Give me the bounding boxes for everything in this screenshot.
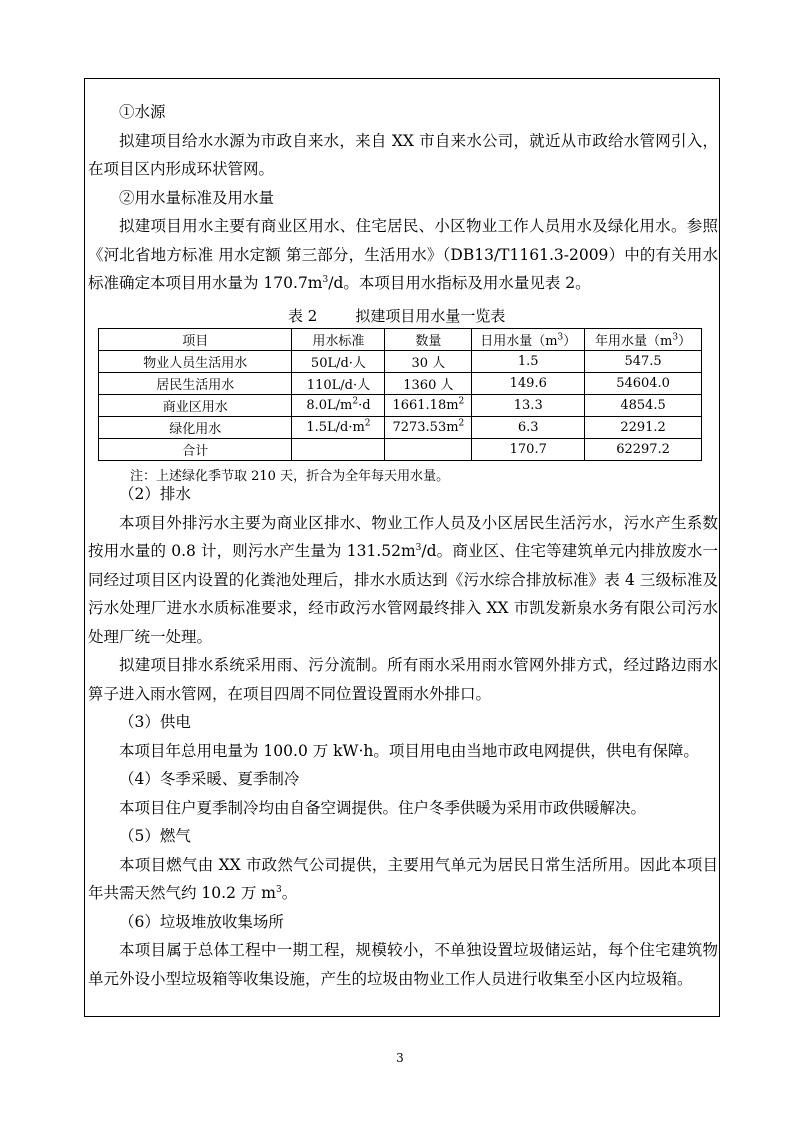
- water-usage-table: [98, 328, 702, 461]
- water-source-heading: ①水源: [119, 103, 166, 121]
- cell: $1661.18m^2$: [385, 395, 472, 417]
- cell: 149.6: [472, 373, 585, 395]
- header-daily: 日用水量$(m^3)$: [472, 329, 585, 351]
- garbage-text: 本项目属于总体工程中一期工程，规模较小，不单独设置垃圾储运站，每个住宅建筑物单元外设小型垃圾箱等收集设施，产生的垃圾由物业工作人员进行收集至小区内垃圾箱。: [88, 941, 718, 988]
- cell: 合计: [99, 439, 292, 461]
- water-standard-text: 拟建项目用水主要有商业区用水、住宅居民、小区物业工作人员用水及绿化用水。参照《河北省地方标准 用水定额 第三部分，生活用水》（DB13/T1161.3-2009）中的有关用水标准确定本项目用水量为 $170.7m^3/d$。本项目用水指标及用水量见表 2。: [88, 217, 718, 292]
- cell: [292, 439, 385, 461]
- upper-content: [88, 98, 718, 298]
- water-source-text: 拟建项目给水水源为市政自来水，来自 XX 市自来水公司，就近从市政给水管网引入，在项目区内形成环状管网。: [88, 131, 718, 178]
- header-item: 项目: [99, 329, 292, 351]
- garbage-heading: （6）垃圾堆放收集场所: [119, 912, 284, 931]
- cell: 绿化用水: [99, 417, 292, 439]
- table-caption: [288, 305, 505, 326]
- hvac-heading: （4）冬季采暖、夏季制冷: [119, 770, 300, 788]
- cell: 62297.2: [585, 439, 702, 461]
- cell: 1360 人: [385, 373, 472, 395]
- table-caption-title: 拟建项目用水量一览表: [355, 307, 506, 325]
- cell: 50L/d·人: [292, 351, 385, 373]
- cell: 4854.5: [585, 395, 702, 417]
- header-quantity: 数量: [385, 329, 472, 351]
- cell: 6.3: [472, 417, 585, 439]
- cell: 170.7: [472, 439, 585, 461]
- cell: 13.3: [472, 395, 585, 417]
- cell: $7273.53m^2$: [385, 417, 472, 439]
- table-row: [99, 373, 702, 395]
- drainage-text-1: 本项目外排污水主要为商业区排水、物业工作人员及小区居民生活污水，污水产生系数按用水量的 0.8 计，则污水产生量为 $131.52m^3/d$。商业区、住宅等建筑单元内排放废水一同经过项目区内设置的化粪池处理后，排水水质达到《污水综合排放标准》表 4 三级标准及污水处理厂进水水质标准要求，经市政污水管网最终排入 XX 市凯发新泉水务有限公司污水处理厂统一处理。: [88, 513, 718, 646]
- page-number: 3: [396, 1051, 404, 1065]
- cell: 110L/d·人: [292, 373, 385, 395]
- power-heading: （3）供电: [119, 713, 191, 731]
- header-annual: 年用水量$(m^3)$: [585, 329, 702, 351]
- table-caption-number: 表 2: [288, 307, 318, 325]
- table-note: 注：上述绿化季节取 210 天，折合为全年每天用水量。: [130, 469, 450, 484]
- table-header-row: [99, 329, 702, 351]
- cell: 54604.0: [585, 373, 702, 395]
- cell: 居民生活用水: [99, 373, 292, 395]
- cell: $8.0L/m^2\cdot d$: [292, 395, 385, 417]
- cell: 1.5: [472, 351, 585, 373]
- cell: 30 人: [385, 351, 472, 373]
- cell: 商业区用水: [99, 395, 292, 417]
- table-row: [99, 417, 702, 439]
- drainage-heading: （2）排水: [119, 485, 191, 503]
- gas-heading: （5）燃气: [119, 827, 191, 845]
- cell: 2291.2: [585, 417, 702, 439]
- gas-text: 本项目燃气由 XX 市政然气公司提供，主要用气单元为居民日常生活所用。因此本项目年共需天然气约 10.2 万 $m^3$。: [88, 855, 718, 902]
- table-row: [99, 395, 702, 417]
- cell: 547.5: [585, 351, 702, 373]
- header-standard: 用水标准: [292, 329, 385, 351]
- cell: $1.5L/d\cdot m^2$: [292, 417, 385, 439]
- cell: 物业人员生活用水: [99, 351, 292, 373]
- water-standard-heading: ②用水量标准及用水量: [119, 188, 275, 207]
- table-row: [99, 351, 702, 373]
- lower-content: [88, 480, 718, 993]
- power-text: 本项目年总用电量为 100.0 万 kW·h。项目用电由当地市政电网提供，供电有保障。: [119, 741, 699, 760]
- drainage-text-2: 拟建项目排水系统采用雨、污分流制。所有雨水采用雨水管网外排方式，经过路边雨水箅子进入雨水管网，在项目四周不同位置设置雨水外排口。: [88, 656, 718, 703]
- cell: [385, 439, 472, 461]
- table-total-row: [99, 439, 702, 461]
- hvac-text: 本项目住户夏季制冷均由自备空调提供。住户冬季供暖为采用市政供暖解决。: [119, 798, 647, 817]
